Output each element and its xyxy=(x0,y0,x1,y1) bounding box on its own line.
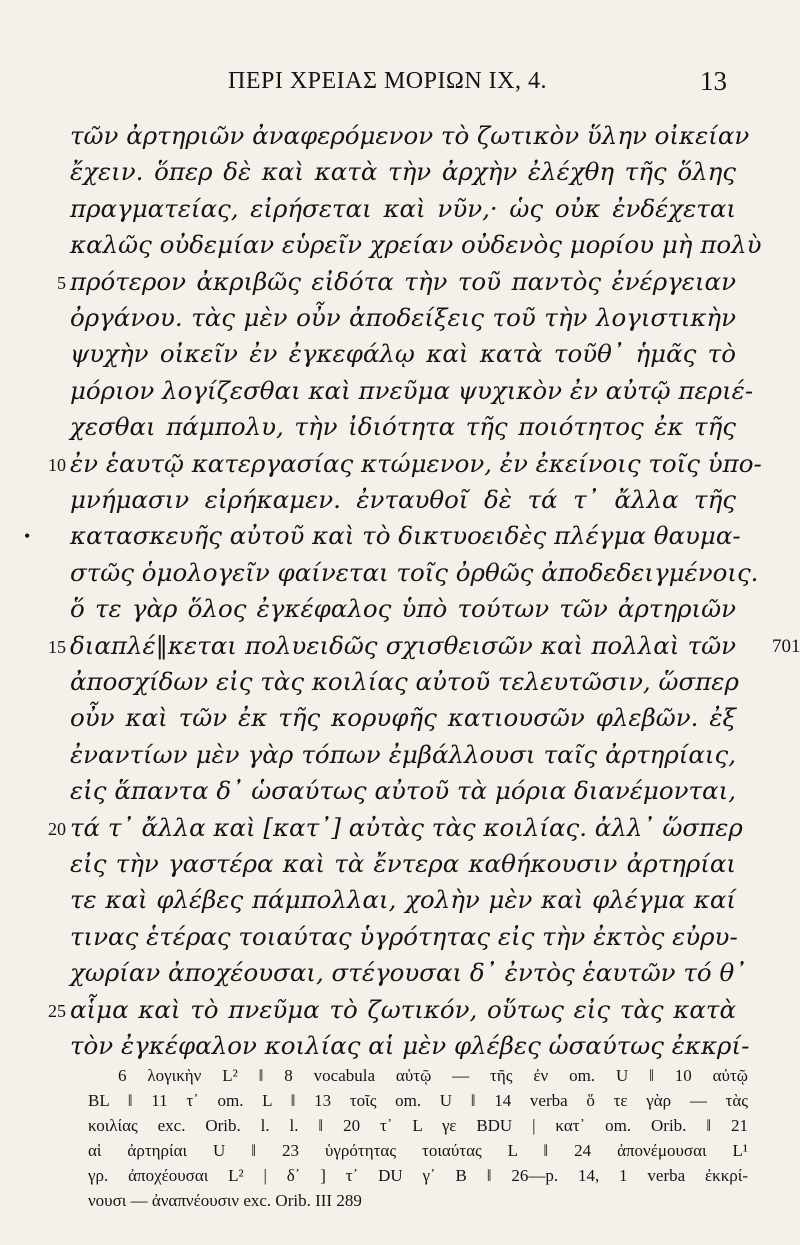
line-text: καλῶς οὐδεμίαν εὑρεῖν χρείαν οὐδενὸς μορίου μὴ πολὺ xyxy=(70,230,762,260)
line-text: εἰς ἅπαντα δ᾽ ὡσαύτως αὐτοῦ τὰ μόρια διανέμονται, xyxy=(70,776,736,806)
text-line xyxy=(70,1028,750,1064)
text-line xyxy=(70,409,750,445)
line-text: εἰς τὴν γαστέρα καὶ τὰ ἔντερα καθήκουσιν ἀρτηρίαι xyxy=(70,849,736,878)
line-text: ἐναντίων μὲν γὰρ τόπων ἐμβάλλουσι ταῖς ἀρτηρίαις, xyxy=(70,739,736,769)
text-line xyxy=(70,154,750,190)
line-text: μόριον λογίζεσθαι καὶ πνεῦμα ψυχικὸν ἐν αὐτῷ περιέ- xyxy=(70,375,754,405)
line-text: τὸν ἐγκέφαλον κοιλίας αἱ μὲν φλέβες ὡσαύτως ἐκκρί- xyxy=(70,1031,750,1060)
footnote-line: κοιλίας exc. Orib. l. l. ‖ 20 τ᾽ L γε BDU | κατ᾽ om. Orib. ‖ 21 xyxy=(88,1116,748,1135)
line-text: χωρίαν ἀποχέουσαι, στέγουσαι δ᾽ ἐντὸς ἑαυτῶν τό θ᾽ xyxy=(70,958,747,988)
text-line xyxy=(70,555,759,591)
text-line xyxy=(24,518,750,554)
footnote-line: 6 λογικὴν L² ‖ 8 vocabula αὐτῷ — τῆς ἐν om. U ‖ 10 αὐτῷ xyxy=(118,1066,748,1085)
line-text: ὅ τε γὰρ ὅλος ἐγκέφαλος ὑπὸ τούτων τῶν ἀρτηριῶν xyxy=(70,594,736,624)
footnote-line: νουσι — ἀναπνέουσιν exc. Orib. III 289 xyxy=(88,1191,362,1210)
line-text: οὖν καὶ τῶν ἐκ τῆς κορυφῆς κατιουσῶν φλεβῶν. ἐξ xyxy=(70,703,736,733)
text-line xyxy=(70,882,750,918)
line-number: 15 xyxy=(48,636,66,657)
text-line xyxy=(70,118,750,154)
text-line xyxy=(48,810,750,846)
text-line xyxy=(70,300,750,336)
text-line xyxy=(70,846,750,882)
line-number: 25 xyxy=(48,1000,66,1021)
line-text: ἐν ἑαυτῷ κατεργασίας κτώμενον, ἐν ἐκείνοις τοῖς ὑπο- xyxy=(70,448,762,478)
line-text: κατασκευῆς αὐτοῦ καὶ τὸ δικτυοειδὲς πλέγμα θαυμα- xyxy=(70,521,741,551)
line-text: χεσθαι πάμπολυ, τὴν ἰδιότητα τῆς ποιότητος ἐκ τῆς xyxy=(70,412,736,442)
line-text: ἀποσχίδων εἰς τὰς κοιλίας αὐτοῦ τελευτῶσιν, ὥσπερ xyxy=(70,667,739,696)
text-line xyxy=(70,191,750,227)
line-text: τινας ἑτέρας τοιαύτας ὑγρότητας εἰς τὴν ἐκτὸς εὐρυ- xyxy=(70,921,738,951)
page-number: 13 xyxy=(700,66,727,96)
text-line xyxy=(70,591,750,627)
line-text: ἔχειν. ὅπερ δὲ καὶ κατὰ τὴν ἀρχὴν ἐλέχθη τῆς ὅλης xyxy=(70,157,736,187)
line-text: πρότερον ἀκριβῶς εἰδότα τὴν τοῦ παντὸς ἐνέργειαν xyxy=(70,266,736,296)
text-line xyxy=(70,737,750,773)
footnote-line: BL ‖ 11 τ᾽ om. L ‖ 13 τοῖς om. U ‖ 14 verba ὅ τε γὰρ — τὰς xyxy=(88,1091,748,1110)
line-number: 10 xyxy=(48,454,66,475)
line-text: τῶν ἀρτηριῶν ἀναφερόμενον τὸ ζωτικὸν ὕλην οἰκείαν xyxy=(70,121,750,150)
margin-page-reference: 701 xyxy=(772,635,800,657)
text-line xyxy=(70,919,750,955)
text-line xyxy=(70,336,750,372)
header-title: ΠΕΡΙ ΧΡΕΙΑΣ ΜΟΡΙΩΝ ΙΧ, 4. xyxy=(228,68,547,94)
text-line xyxy=(48,992,750,1028)
text-line xyxy=(70,700,750,736)
text-line xyxy=(48,446,762,482)
line-text: αἷμα καὶ τὸ πνεῦμα τὸ ζωτικόν, οὕτως εἰς τὰς κατὰ xyxy=(70,994,736,1024)
margin-bullet: • xyxy=(24,526,31,547)
line-text: μνήμασιν εἰρήκαμεν. ἐνταυθοῖ δὲ τά τ᾽ ἄλλα τῆς xyxy=(70,485,736,514)
text-line xyxy=(70,227,762,263)
line-text: διαπλέ‖κεται πολυειδῶς σχισθεισῶν καὶ πολλαὶ τῶν xyxy=(70,630,736,660)
critical-apparatus xyxy=(88,1063,748,1213)
line-number: 5 xyxy=(57,272,66,293)
line-text: τε καὶ φλέβες πάμπολλαι, χολὴν μὲν καὶ φλέγμα καί xyxy=(70,885,736,915)
line-text: πραγματείας, εἰρήσεται καὶ νῦν,· ὡς οὐκ ἐνδέχεται xyxy=(70,193,736,223)
text-line xyxy=(70,664,750,700)
text-line xyxy=(48,628,800,664)
text-line xyxy=(70,955,750,991)
line-text: τά τ᾽ ἄλλα καὶ [κατ᾽] αὐτὰς τὰς κοιλίας. ἀλλ᾽ ὥσπερ xyxy=(70,812,743,842)
line-text: ὀργάνου. τὰς μὲν οὖν ἀποδείξεις τοῦ τὴν λογιστικὴν xyxy=(70,303,736,332)
text-line xyxy=(70,373,754,409)
footnote-line: αἱ ἀρτηρίαι U ‖ 23 ὑγρότητας τοιαύτας L ‖ 24 ἀπονέμουσαι L¹ xyxy=(88,1141,748,1160)
footnote-line: γρ. ἀποχέουσαι L² | δ᾽ ] τ᾽ DU γ᾽ B ‖ 26—p. 14, 1 verba ἐκκρί- xyxy=(88,1166,748,1185)
line-number: 20 xyxy=(48,818,66,839)
text-line xyxy=(70,482,750,518)
line-text: ψυχὴν οἰκεῖν ἐν ἐγκεφάλῳ καὶ κατὰ τοῦθ᾽ ἡμᾶς τὸ xyxy=(70,339,736,369)
line-text: στῶς ὁμολογεῖν φαίνεται τοῖς ὀρθῶς ἀποδεδειγμένοις. xyxy=(70,557,759,587)
text-line xyxy=(57,264,750,300)
text-line xyxy=(70,773,750,809)
running-header xyxy=(0,66,800,102)
